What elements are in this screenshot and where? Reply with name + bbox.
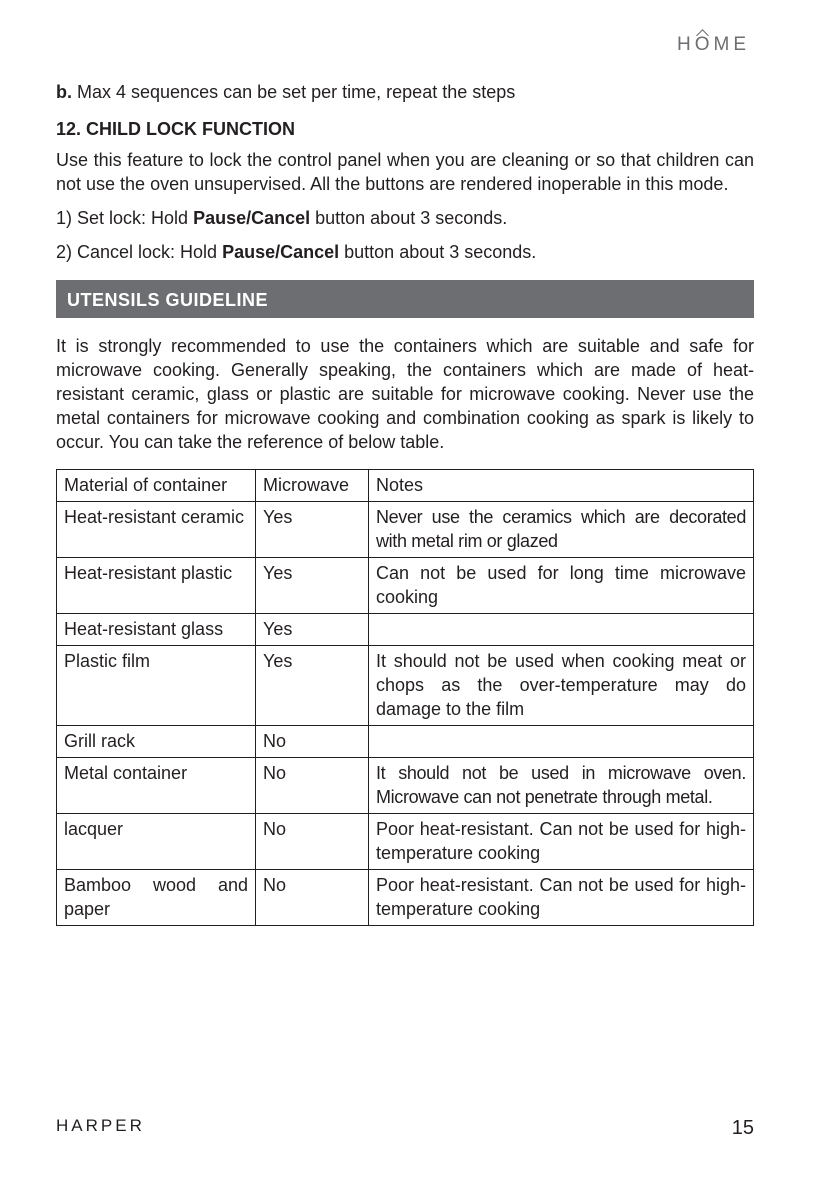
cell-microwave: Yes xyxy=(256,502,369,558)
cell-microwave: No xyxy=(256,814,369,870)
table-header-row xyxy=(57,470,754,502)
cell-material: Heat-resistant glass xyxy=(57,614,256,646)
table-row xyxy=(57,646,754,726)
cell-notes xyxy=(369,614,754,646)
step-b-paragraph xyxy=(56,80,754,104)
cell-notes: Can not be used for long time microwave cooking xyxy=(369,558,754,614)
utensils-intro: It is strongly recommended to use the containers which are suitable and safe for microwave cooking. Generally speaking, the containers which are made of heat-resistant ceramic, glass or plastic are suitable for microwave cooking. Never use the metal containers for microwave cooking and combination cooking as spark is likely to occur. You can take the reference of below table. xyxy=(56,336,754,452)
home-logo-h: H xyxy=(676,34,695,55)
cancel-lock-after: button about 3 seconds. xyxy=(339,242,537,262)
cell-notes: Poor heat-resistant. Can not be used for high-temperature cooking xyxy=(369,814,754,870)
header-material: Material of container xyxy=(57,470,256,502)
cell-microwave: No xyxy=(256,870,369,926)
harper-logo: HARPER xyxy=(56,1116,145,1135)
cell-microwave: Yes xyxy=(256,614,369,646)
header-microwave: Microwave xyxy=(256,470,369,502)
cell-notes xyxy=(369,726,754,758)
cell-material: lacquer xyxy=(57,814,256,870)
cancel-lock-before: 2) Cancel lock: Hold xyxy=(56,242,223,262)
header-notes: Notes xyxy=(369,470,754,502)
set-lock-step xyxy=(56,206,754,230)
table-row xyxy=(57,758,754,814)
table-row xyxy=(57,726,754,758)
page-number: 15 xyxy=(731,1117,754,1139)
cell-microwave: Yes xyxy=(256,646,369,726)
table-row xyxy=(57,558,754,614)
table-row xyxy=(57,814,754,870)
step-b-text: Max 4 sequences can be set per time, repeat the steps xyxy=(72,82,516,102)
table-row xyxy=(57,502,754,558)
set-lock-before: 1) Set lock: Hold xyxy=(56,208,194,228)
cell-material: Heat-resistant plastic xyxy=(57,558,256,614)
child-lock-description: Use this feature to lock the control panel when you are cleaning or so that children can not use the oven unsupervised. All the buttons are rendered inoperable in this mode. xyxy=(56,150,754,194)
cell-material: Heat-resistant ceramic xyxy=(57,502,256,558)
table-row xyxy=(57,870,754,926)
cell-notes: Poor heat-resistant. Can not be used for high-temperature cooking xyxy=(369,870,754,926)
cell-notes: It should not be used in microwave oven. Microwave can not penetrate through metal. xyxy=(369,758,754,814)
cell-material: Bamboo wood and paper xyxy=(57,870,256,926)
set-lock-button-name: Pause/Cancel xyxy=(193,208,311,228)
step-b-prefix: b. xyxy=(56,82,72,102)
cell-microwave: No xyxy=(256,758,369,814)
home-logo-me: ME xyxy=(713,34,750,55)
cancel-lock-button-name: Pause/Cancel xyxy=(222,242,340,262)
cancel-lock-step xyxy=(56,240,754,264)
cell-microwave: Yes xyxy=(256,558,369,614)
home-logo xyxy=(677,34,750,56)
cell-material: Metal container xyxy=(57,758,256,814)
cell-material: Grill rack xyxy=(57,726,256,758)
page-content xyxy=(56,80,754,926)
utensils-guideline-banner: UTENSILS GUIDELINE xyxy=(56,280,754,318)
cell-notes: Never use the ceramics which are decorated with metal rim or glazed xyxy=(369,502,754,558)
cell-material: Plastic film xyxy=(57,646,256,726)
table-row xyxy=(57,614,754,646)
set-lock-after: button about 3 seconds. xyxy=(310,208,508,228)
home-logo-roof-o: O xyxy=(694,34,714,55)
utensils-table xyxy=(56,469,754,926)
child-lock-title: 12. CHILD LOCK FUNCTION xyxy=(56,119,296,139)
cell-notes: It should not be used when cooking meat or chops as the over-temperature may do damage to the film xyxy=(369,646,754,726)
cell-microwave: No xyxy=(256,726,369,758)
